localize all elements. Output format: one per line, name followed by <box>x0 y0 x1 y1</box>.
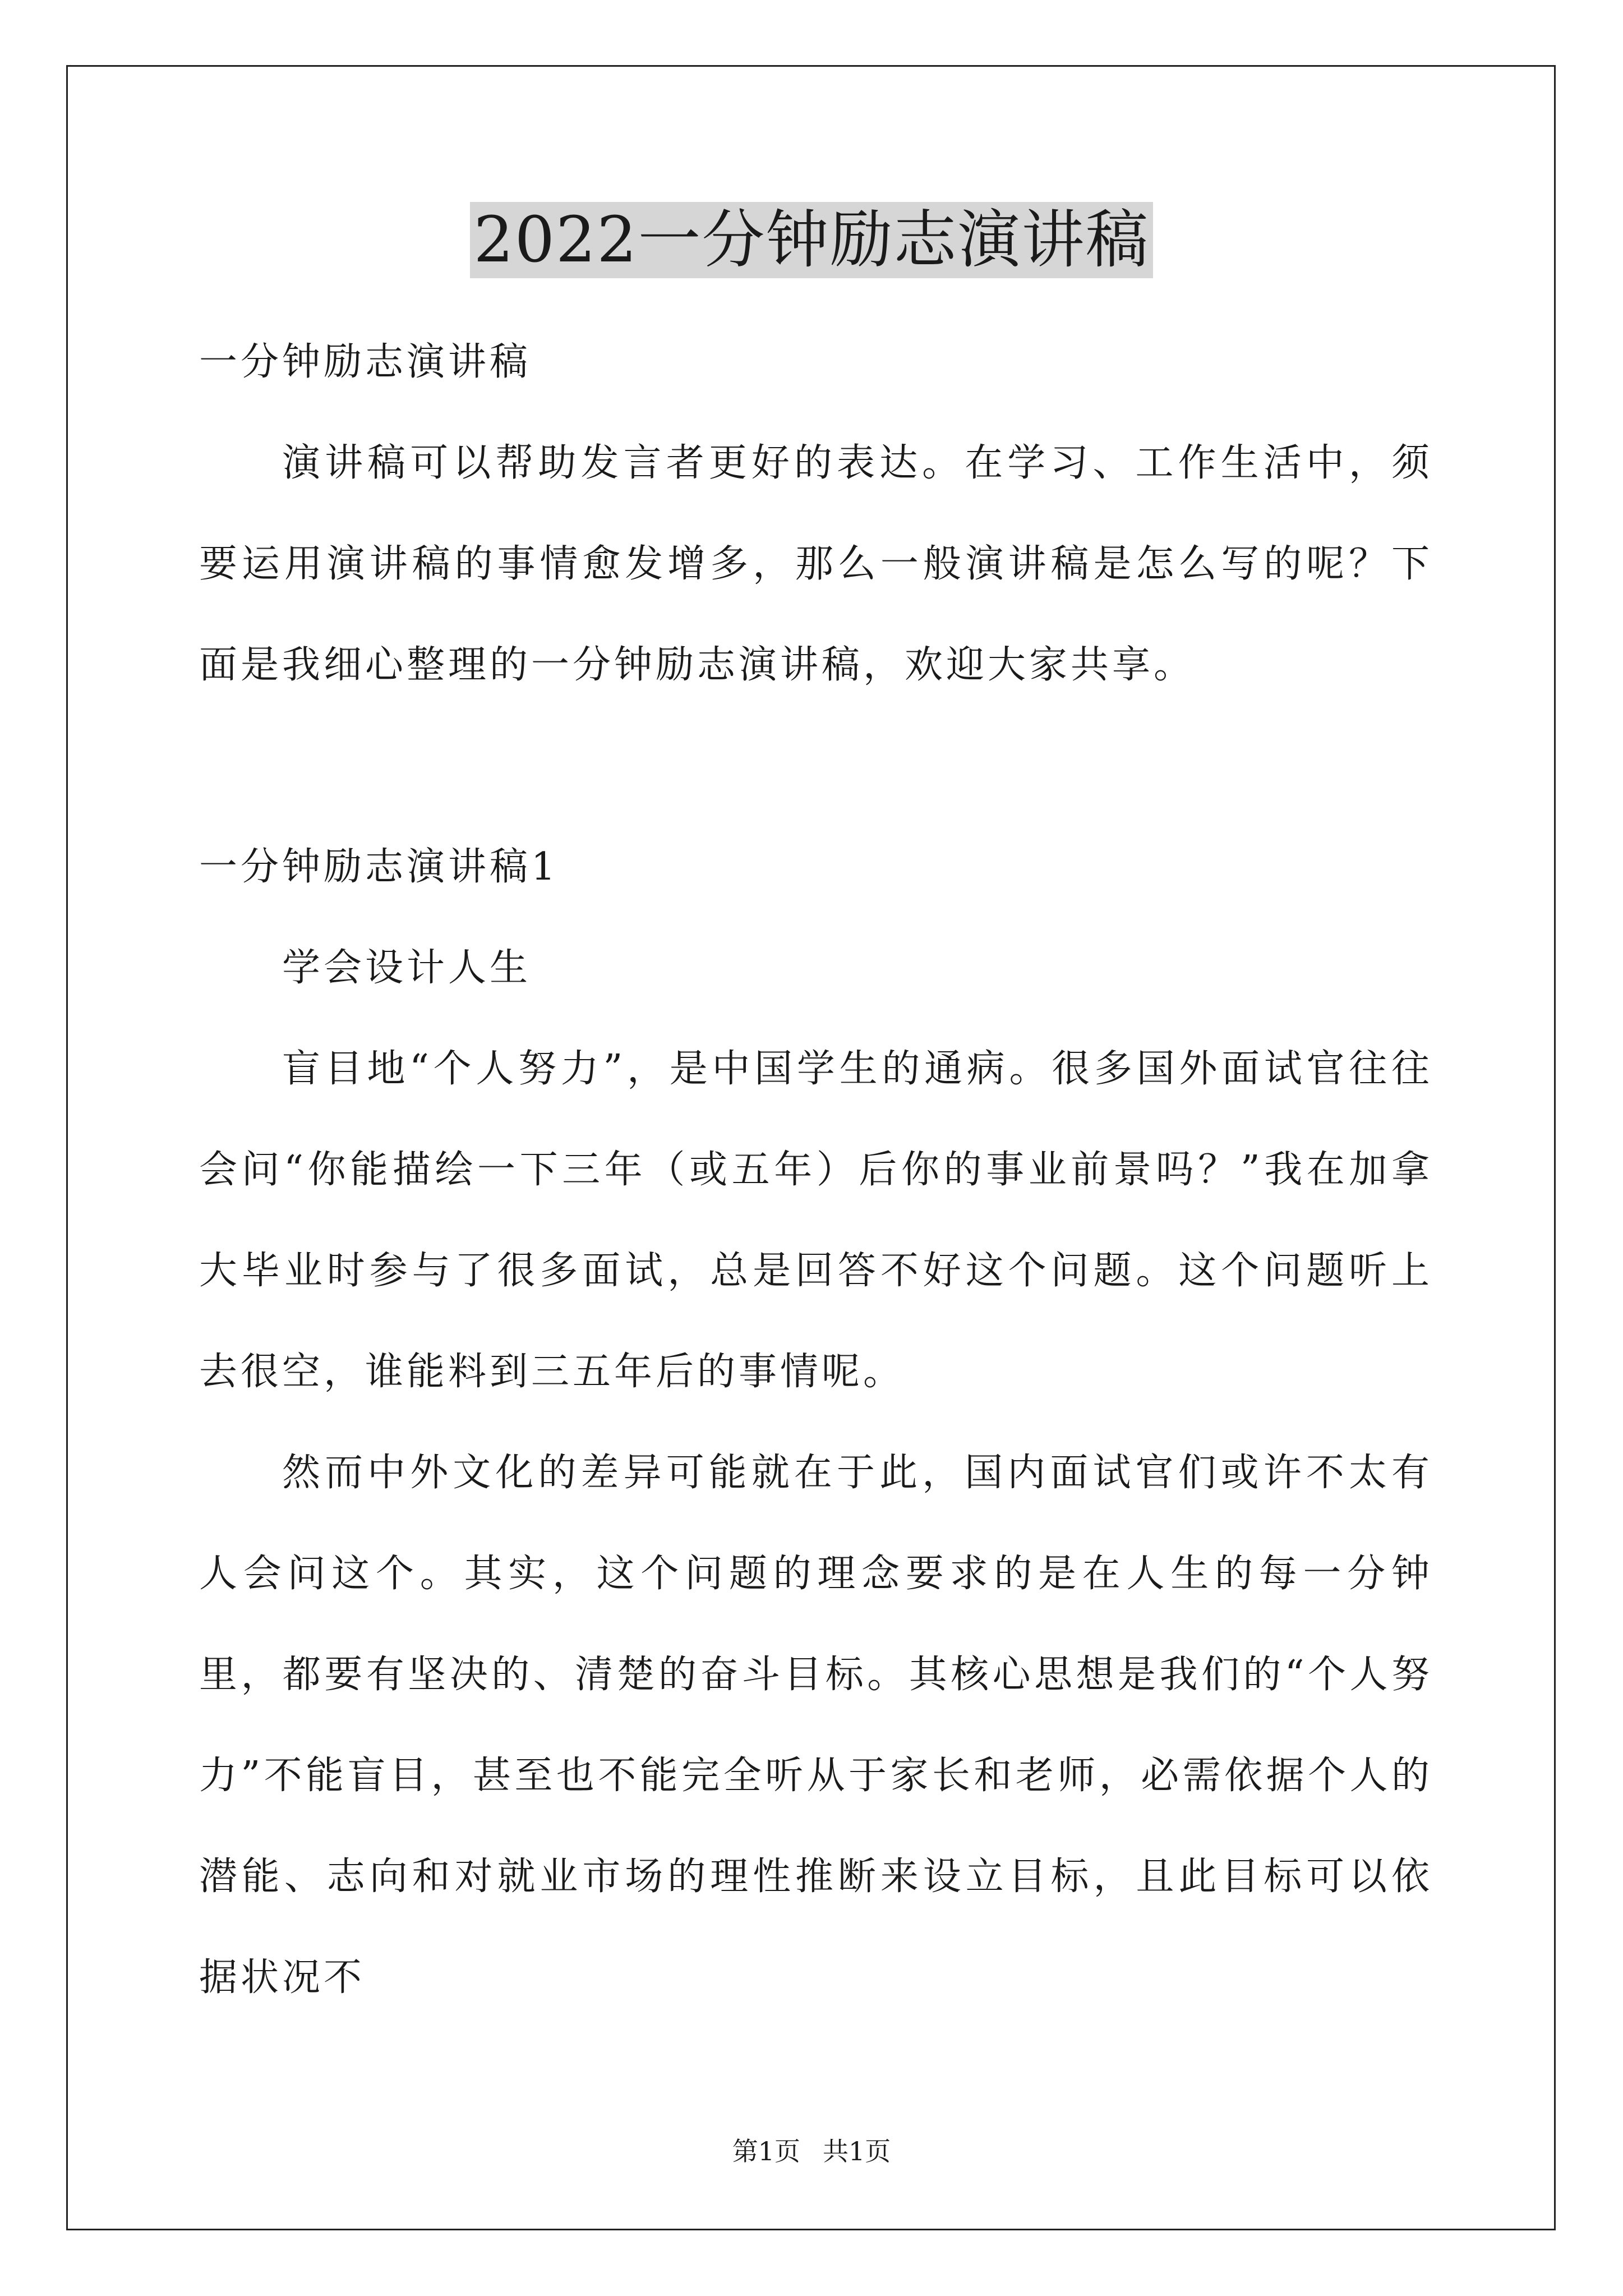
section-subtitle: 学会设计人生 <box>282 946 532 990</box>
document-body <box>199 312 1433 2028</box>
document-title: 2022一分钟励志演讲稿 <box>470 202 1152 278</box>
body-paragraph-2: 然而中外文化的差异可能就在于此，国内面试官们或许不太有人会问这个。其实，这个问题的理念要求的是在人生的每一分钟里，都要有坚决的、清楚的奋斗目标。其核心思想是我们的“个人努力”不能盲目，甚至也不能完全听从于家长和老师，必需依据个人的潜能、志向和对就业市场的理性推断来设立目标，且此目标可以依据状况不 <box>199 1451 1433 2000</box>
section-heading: 一分钟励志演讲稿1 <box>199 845 559 889</box>
body-paragraph-1: 盲目地“个人努力”，是中国学生的通病。很多国外面试官往往会问“你能描绘一下三年（或五年）后你的事业前景吗？”我在加拿大毕业时参与了很多面试，总是回答不好这个问题。这个问题听上去很空，谁能料到三五年后的事情呢。 <box>199 1047 1433 1394</box>
spacer <box>199 716 1433 817</box>
title-container <box>0 202 1623 278</box>
page-footer <box>0 2134 1623 2168</box>
page-number: 第1页 <box>732 2136 800 2166</box>
page-total: 共1页 <box>823 2136 891 2166</box>
intro-paragraph: 演讲稿可以帮助发言者更好的表达。在学习、工作生活中，须要运用演讲稿的事情愈发增多，那么一般演讲稿是怎么写的呢？下面是我细心整理的一分钟励志演讲稿，欢迎大家共享。 <box>199 441 1433 687</box>
subtitle-heading: 一分钟励志演讲稿 <box>199 340 532 384</box>
